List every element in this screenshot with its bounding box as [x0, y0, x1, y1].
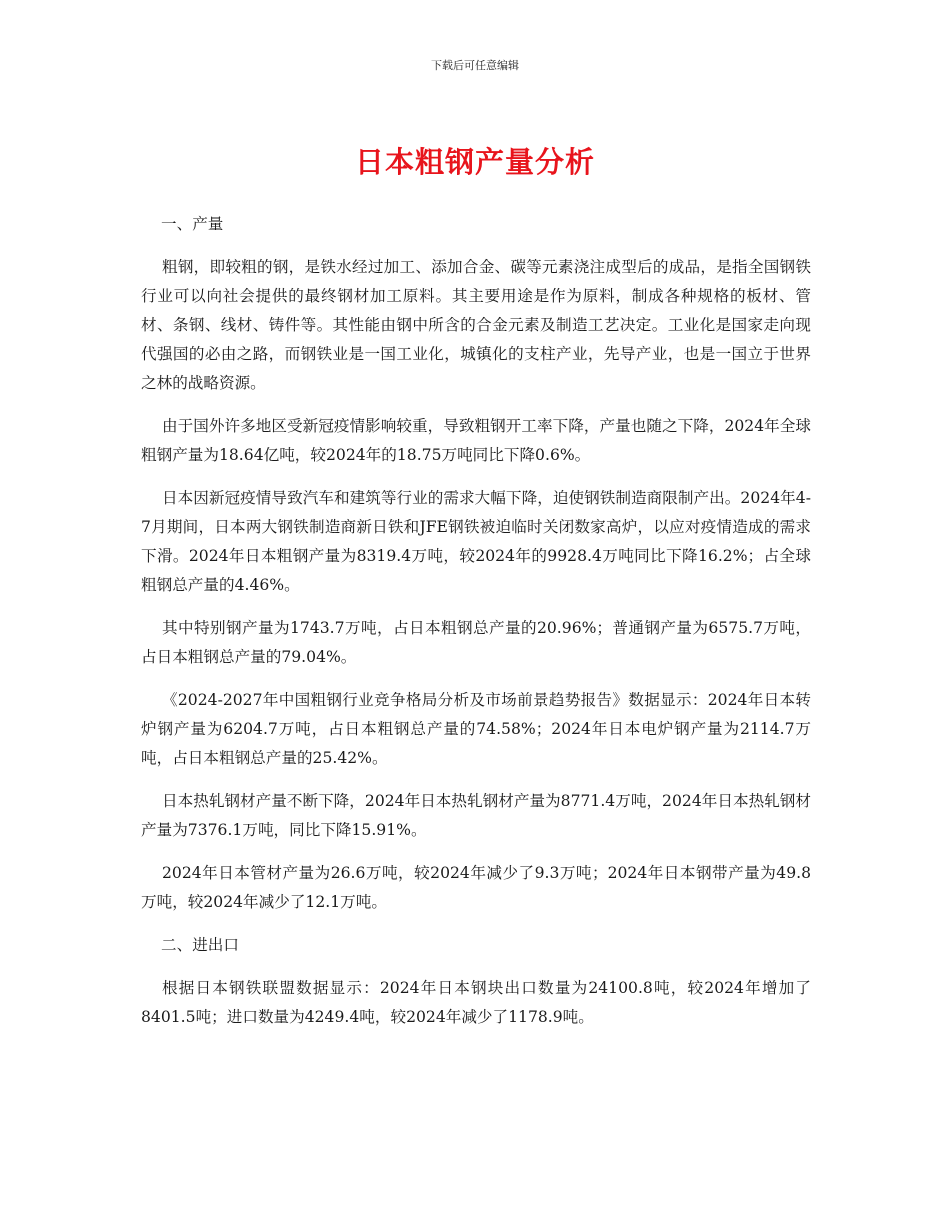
section-production	[141, 210, 811, 917]
document-title: 日本粗钢产量分析	[354, 145, 595, 179]
section-import-export	[141, 931, 811, 1032]
paragraph: 其中特别钢产量为1743.7万吨，占日本粗钢总产量的20.96%；普通钢产量为6575.7万吨，占日本粗钢总产量的79.04%。	[141, 619, 811, 666]
paragraph: 由于国外许多地区受新冠疫情影响较重，导致粗钢开工率下降，产量也随之下降，2024年全球粗钢产量为18.64亿吨，较2024年的18.75万吨同比下降0.6%。	[141, 417, 811, 464]
paragraph: 日本热轧钢材产量不断下降，2024年日本热轧钢材产量为8771.4万吨，2024年日本热轧钢材产量为7376.1万吨，同比下降15.91%。	[141, 792, 811, 839]
paragraph: 粗钢，即较粗的钢，是铁水经过加工、添加合金、碳等元素浇注成型后的成品，是指全国钢铁行业可以向社会提供的最终钢材加工原料。其主要用途是作为原料，制成各种规格的板材、管材、条钢、线材、铸件等。其性能由钢中所含的合金元素及制造工艺决定。工业化是国家走向现代强国的必由之路，而钢铁业是一国工业化，城镇化的支柱产业，先导产业，也是一国立于世界之林的战略资源。	[141, 258, 811, 392]
section-heading: 一、产量	[161, 215, 224, 233]
paragraph: 日本因新冠疫情导致汽车和建筑等行业的需求大幅下降，迫使钢铁制造商限制产出。2024年4-7月期间，日本两大钢铁制造商新日铁和JFE钢铁被迫临时关闭数家高炉，以应对疫情造成的需求下滑。2024年日本粗钢产量为8319.4万吨，较2024年的9928.4万吨同比下降16.2%；占全球粗钢总产量的4.46%。	[141, 489, 811, 594]
paragraph: 《2024-2027年中国粗钢行业竞争格局分析及市场前景趋势报告》数据显示：2024年日本转炉钢产量为6204.7万吨，占日本粗钢总产量的74.58%；2024年日本电炉钢产量为2114.7万吨，占日本粗钢总产量的25.42%。	[141, 691, 811, 767]
paragraph: 根据日本钢铁联盟数据显示：2024年日本钢块出口数量为24100.8吨，较2024年增加了8401.5吨；进口数量为4249.4吨，较2024年减少了1178.9吨。	[141, 979, 811, 1026]
paragraph: 2024年日本管材产量为26.6万吨，较2024年减少了9.3万吨；2024年日本钢带产量为49.8万吨，较2024年减少了12.1万吨。	[141, 864, 811, 911]
header-note: 下载后可任意编辑	[431, 59, 519, 72]
section-heading: 二、进出口	[161, 936, 239, 954]
document-body	[141, 210, 811, 1046]
